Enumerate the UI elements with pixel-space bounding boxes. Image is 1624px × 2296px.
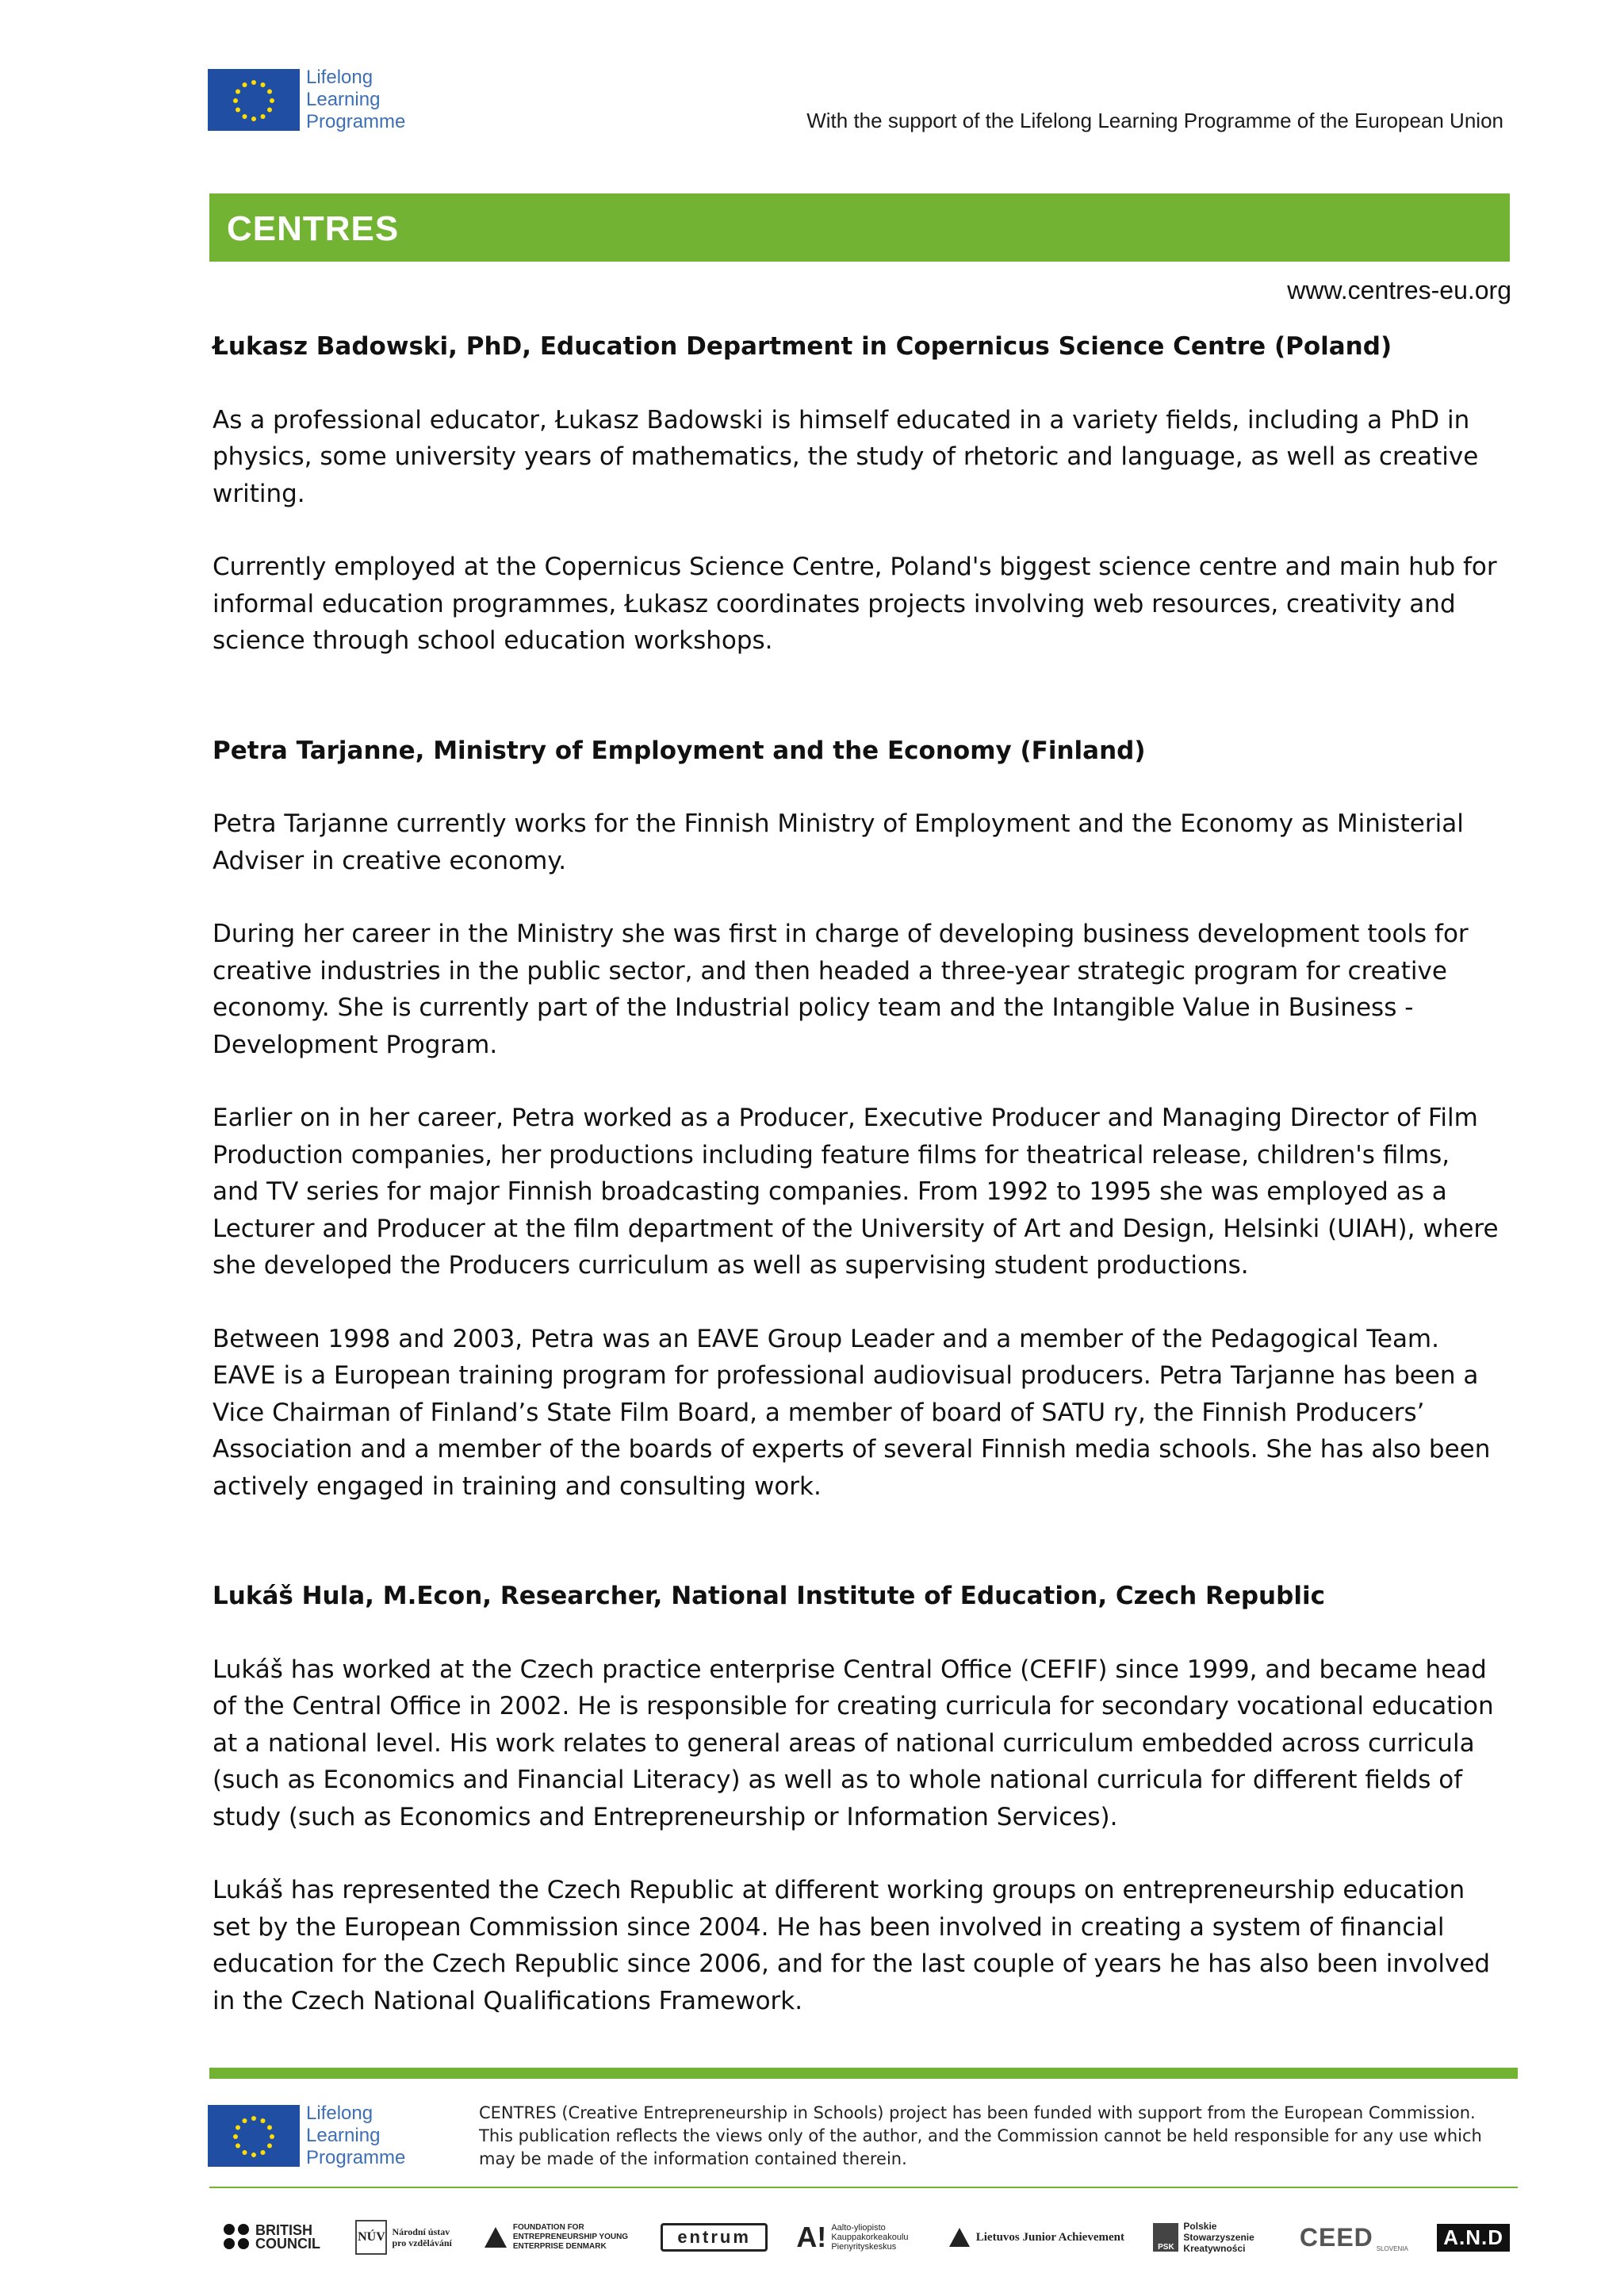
profile-section: [213, 328, 1501, 660]
profile-paragraph: Currently employed at the Copernicus Science Centre, Poland's biggest science centre and main hub for informal education programmes, Łukasz coordinates projects involving web resources, creativity and science through school education workshops.: [213, 553, 1497, 655]
profile-paragraph: Between 1998 and 2003, Petra was an EAVE Group Leader and a member of the Pedagogical Team. EAVE is a European training program for professional audiovisual producers. Petra Tarjanne has been a Vice Chairman of Finland’s State Film Board, a member of board of SATU ry, the Finnish Producers’ Association and a member of the boards of experts of several Finnish media schools. She has also been actively engaged in training and consulting work.: [213, 1324, 1491, 1501]
ceed-logo: CEED SLOVENIA: [1299, 2222, 1408, 2252]
programme-name: Lifelong Learning Programme: [306, 2103, 406, 2168]
title-banner: [209, 193, 1510, 262]
banner-title: CENTRES: [227, 209, 400, 248]
partner-logos: [224, 2212, 1510, 2263]
funding-disclaimer: CENTRES (Creative Entrepreneurship in Schools) project has been funded with support from the European Commission. This publication reflects the views only of the author, and the Commission cannot be held responsible for any use which may be made of the information contained therein.: [479, 2103, 1482, 2168]
aalto-mark-icon: A!: [796, 2221, 827, 2253]
british-council-logo: BRITISH COUNCIL: [224, 2224, 327, 2251]
profile-section: [213, 733, 1501, 1506]
young-enterprise-denmark-logo: FOUNDATION FOR ENTREPRENEURSHIP YOUNG ENTERPRISE DENMARK: [485, 2223, 632, 2252]
profile-heading: Lukáš Hula, M.Econ, Researcher, National Institute of Education, Czech Republic: [213, 1582, 1325, 1610]
entrum-logo: entrum: [661, 2223, 768, 2252]
profile-heading: Petra Tarjanne, Ministry of Employment and the Economy (Finland): [213, 736, 1146, 765]
profile-paragraph: Earlier on in her career, Petra worked as a Producer, Executive Producer and Managing Director of Film Production companies, her productions including feature films for theatrical release, children's films, and TV series for major Finnish broadcasting companies. From 1992 to 1995 she was employed as a Lecturer and Producer at the film department of the University of Art and Design, Helsinki (UIAH), where she developed the Producers curriculum as well as supervising student productions.: [213, 1104, 1499, 1280]
profile-paragraph: Petra Tarjanne currently works for the Finnish Ministry of Employment and the Economy as Ministerial Adviser in creative economy.: [213, 809, 1464, 875]
profile-paragraph: During her career in the Ministry she was first in charge of developing business development tools for creative industries in the public sector, and then headed a three-year strategic program for creative economy. She is currently part of the Industrial policy team and the Intangible Value in Business - Development Program.: [213, 920, 1469, 1059]
footer-thin-divider: [209, 2187, 1518, 2188]
document-body: [213, 328, 1501, 2019]
aalto-logo: A! Aalto-yliopisto Kauppakorkeakoulu Pienyrityskeskus: [796, 2221, 909, 2253]
psk-mark-icon: PSK: [1153, 2223, 1178, 2252]
footer-divider: [209, 2068, 1518, 2079]
nuv-mark-icon: NÚV: [355, 2220, 387, 2255]
profile-paragraph: Lukáš has worked at the Czech practice enterprise Central Office (CEFIF) since 1999, and became head of the Central Office in 2002. He is responsible for creating curricula for secondary vocational education at a national level. His work relates to general areas of national curriculum embedded across curricula (such as Economics and Financial Literacy) as well as to whole national curricula for different fields of study (such as Economics and Entrepreneurship or Information Services).: [213, 1655, 1494, 1831]
profile-paragraph: As a professional educator, Łukasz Badowski is himself educated in a variety fields, including a PhD in physics, some university years of mathematics, the study of rhetoric and language, as well as creative writing.: [213, 405, 1479, 508]
eu-flag-icon: [208, 69, 300, 131]
and-logo: A.N.D: [1437, 2224, 1510, 2252]
eu-flag-icon: [208, 2105, 300, 2167]
website-url: www.centres-eu.org: [1287, 276, 1511, 304]
psk-logo: PSK Polskie Stowarzyszenie Kreatywności: [1153, 2221, 1270, 2254]
profile-paragraph: Lukáš has represented the Czech Republic at different working groups on entrepreneurship education set by the European Commission since 2004. He has been involved in creating a system of financial education for the Czech Republic since 2006, and for the last couple of years he has also been involved in the Czech National Qualifications Framework.: [213, 1876, 1491, 2015]
triangle-icon: [949, 2228, 970, 2247]
nuv-logo: NÚV Národní ústav pro vzdělávání: [355, 2220, 455, 2255]
junior-achievement-logo: Lietuvos Junior Achievement: [949, 2228, 1124, 2247]
british-council-dots-icon: [224, 2224, 251, 2251]
support-statement: With the support of the Lifelong Learning Programme of the European Union: [806, 109, 1503, 132]
programme-name: Lifelong Learning Programme: [306, 67, 406, 132]
lifelong-learning-logo: [208, 2103, 405, 2169]
triangle-icon: [485, 2227, 507, 2248]
profile-heading: Łukasz Badowski, PhD, Education Department in Copernicus Science Centre (Poland): [213, 332, 1392, 361]
profile-section: [213, 1578, 1501, 2019]
lifelong-learning-logo: [208, 67, 405, 133]
